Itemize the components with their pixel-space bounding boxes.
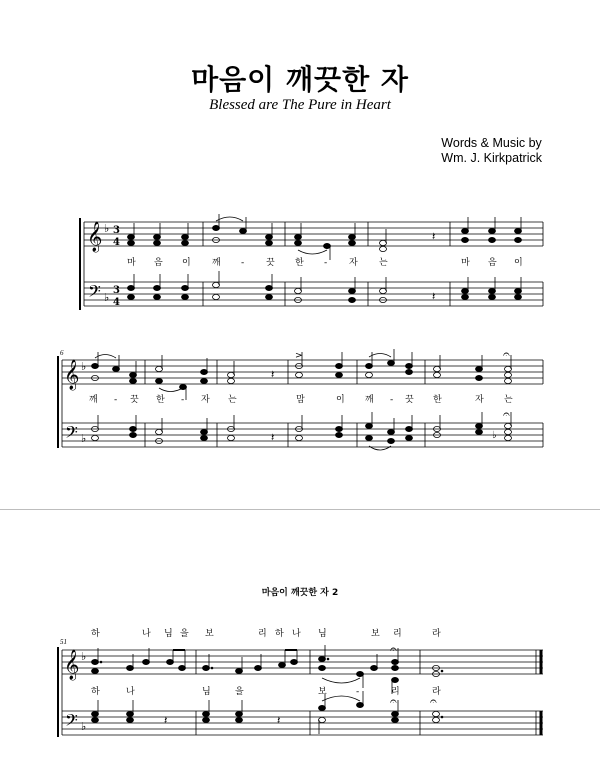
lyric-syllable: 님 — [202, 687, 211, 697]
lyric-syllable: 깨 — [212, 258, 221, 268]
lyric-syllable: 한 — [295, 258, 304, 268]
svg-text:𝄐: 𝄐 — [430, 694, 437, 708]
notes-3-bass — [92, 691, 443, 734]
lyric-syllable: 이 — [336, 395, 345, 405]
svg-text:𝄐: 𝄐 — [390, 694, 397, 708]
flat-icon: ♭ — [104, 222, 110, 235]
lyric-syllable: 마 — [127, 258, 136, 268]
lyric-syllable: 리 — [258, 629, 267, 639]
time-signature: 4 — [113, 297, 120, 308]
page-2-header: 마음이 깨끗한 자 2 — [261, 588, 339, 598]
credits-line-2: Wm. J. Kirkpatrick — [441, 151, 542, 165]
lyric-syllable: 보 — [318, 687, 327, 697]
treble-staff-3 — [62, 650, 543, 674]
notes-1-bass — [128, 271, 522, 303]
lyric-syllable: 보 — [371, 629, 380, 639]
lyric-syllable: 는 — [504, 395, 513, 405]
lyrics-3-top — [91, 627, 441, 639]
lyric-syllable: 리 — [393, 629, 402, 639]
treble-clef-icon: 𝄞 — [64, 360, 80, 390]
measure-number: 6 — [60, 349, 64, 357]
bass-clef-icon: 𝄢 — [88, 281, 101, 305]
lyric-syllable: 나 — [126, 687, 135, 697]
lyric-syllable: 자 — [201, 395, 210, 405]
lyric-syllable: 나 — [142, 629, 151, 639]
lyric-syllable: 라 — [432, 687, 441, 697]
lyric-syllable: 끗 — [266, 258, 275, 268]
svg-text:𝄽: 𝄽 — [271, 431, 275, 444]
flat-icon: ♭ — [81, 360, 87, 373]
lyric-syllable: 이 — [514, 258, 523, 268]
lyric-syllable: 자 — [475, 395, 484, 405]
lyric-syllable: 이 — [182, 258, 191, 268]
svg-text:𝄐: 𝄐 — [503, 347, 510, 361]
lyric-syllable: 음 — [488, 258, 497, 268]
lyric-syllable: 끗 — [405, 395, 414, 405]
lyrics-2 — [89, 393, 513, 405]
lyric-syllable: 하 — [91, 687, 100, 697]
bass-staff-3 — [62, 711, 543, 735]
lyric-syllable: - — [241, 258, 245, 268]
barlines-1 — [84, 222, 543, 306]
flat-icon: ♭ — [104, 291, 110, 304]
bass-clef-icon: 𝄢 — [65, 710, 78, 734]
flat-icon: ♭ — [81, 720, 87, 733]
lyric-syllable: - — [356, 687, 360, 697]
flat-icon: ♭ — [81, 432, 87, 445]
lyrics-1 — [127, 256, 523, 268]
lyric-syllable: 님 — [164, 629, 173, 639]
time-signature: 4 — [113, 237, 120, 248]
lyric-syllable: 보 — [205, 629, 214, 639]
notes-1-treble — [128, 214, 522, 260]
svg-text:𝄽: 𝄽 — [277, 714, 281, 727]
time-signature: 3 — [113, 285, 120, 296]
lyric-syllable: 라 — [432, 629, 441, 639]
lyric-syllable: 을 — [235, 687, 244, 697]
lyric-syllable: 맘 — [296, 395, 305, 405]
time-signature: 3 — [113, 225, 120, 236]
svg-text:♭: ♭ — [492, 430, 497, 441]
lyrics-3-bottom — [91, 685, 441, 697]
lyric-syllable: 하 — [275, 629, 284, 639]
lyric-syllable: 는 — [379, 258, 388, 268]
flat-icon: ♭ — [81, 650, 87, 663]
page-divider — [0, 509, 600, 510]
lyric-syllable: 깨 — [365, 395, 374, 405]
lyric-syllable: 나 — [292, 629, 301, 639]
lyric-syllable: 는 — [228, 395, 237, 405]
svg-text:𝄐: 𝄐 — [390, 642, 397, 656]
svg-text:>: > — [295, 351, 303, 361]
lyric-syllable: 하 — [91, 629, 100, 639]
svg-text:𝄐: 𝄐 — [503, 407, 510, 421]
lyric-syllable: 한 — [433, 395, 442, 405]
clefs-2 — [64, 359, 86, 446]
lyric-syllable: 끗 — [130, 395, 139, 405]
svg-text:𝄽: 𝄽 — [164, 714, 168, 727]
treble-staff-1 — [84, 222, 543, 246]
bass-clef-icon: 𝄢 — [65, 422, 78, 446]
lyric-syllable: 한 — [156, 395, 165, 405]
lyric-syllable: 리 — [391, 687, 400, 697]
song-subtitle: Blessed are The Pure in Heart — [209, 97, 391, 113]
lyric-syllable: - — [390, 395, 394, 405]
lyric-syllable: 마 — [461, 258, 470, 268]
svg-text:𝄽: 𝄽 — [432, 230, 436, 243]
clefs-3 — [64, 649, 86, 734]
notes-2-treble — [92, 347, 512, 400]
treble-clef-icon: 𝄞 — [64, 650, 80, 680]
lyric-syllable: 깨 — [89, 395, 98, 405]
lyric-syllable: 님 — [318, 629, 327, 639]
system-1 — [80, 218, 543, 310]
lyric-syllable: - — [181, 395, 185, 405]
svg-text:𝄽: 𝄽 — [271, 368, 275, 381]
lyric-syllable: 자 — [349, 258, 358, 268]
svg-text:𝄽: 𝄽 — [432, 290, 436, 303]
lyric-syllable: 을 — [180, 629, 189, 639]
lyric-syllable: - — [324, 258, 328, 268]
song-title: 마음이 깨끗한 자 — [191, 63, 409, 96]
clefs-1 — [87, 221, 120, 308]
measure-number: 51 — [60, 638, 67, 646]
bass-staff-1 — [84, 282, 543, 306]
credits-line-1: Words & Music by — [441, 136, 542, 150]
treble-clef-icon: 𝄞 — [87, 222, 103, 252]
notes-2-bass — [92, 407, 512, 450]
lyric-syllable: 음 — [154, 258, 163, 268]
lyric-syllable: - — [114, 395, 118, 405]
